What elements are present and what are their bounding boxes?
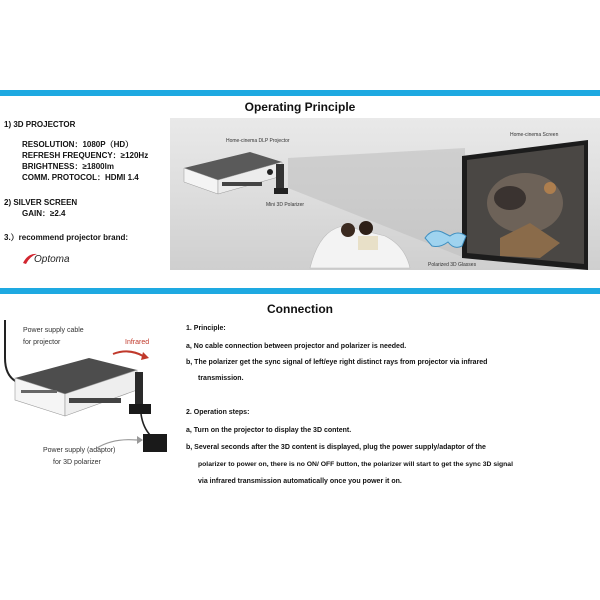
spec-resolution: RESOLUTION：1080P（HD） (22, 140, 134, 149)
power-cable-label-1: Power supply cable (23, 327, 84, 334)
spec-gain: GAIN：≥2.4 (22, 209, 66, 218)
item-brand-title: 3.）recommend projector brand: (4, 233, 129, 242)
polarizer-caption: Mini 3D Polarizer (266, 202, 305, 208)
steps-title: 2. Operation steps: (186, 409, 250, 416)
principle-b-line1: b, The polarizer get the sync signal of left/eye right distinct rays from projector via infrared (186, 359, 488, 366)
mini-polarizer-icon (274, 164, 288, 194)
glasses-caption: Polarized 3D Glasses (428, 262, 477, 268)
adaptor-label-2: for 3D polarizer (53, 459, 101, 466)
power-cable-label-2: for projector (23, 339, 61, 346)
operating-principle-title: Operating Principle (244, 100, 356, 114)
item-3d-projector-title: 1) 3D PROJECTOR (4, 120, 76, 129)
spec-brightness: BRIGHTNESS：≥1800lm (22, 162, 114, 171)
item-silver-screen-title: 2) SILVER SCREEN (4, 198, 78, 207)
brand-name: Optoma (34, 254, 70, 265)
spec-refresh: REFRESH FREQUENCY：≥120Hz (22, 151, 149, 160)
connection-projector-icon (15, 358, 137, 416)
step-b-line2: polarizer to power on, there is no ON/ OFF button, the polarizer will start to get the sync 3D signal (198, 461, 513, 468)
projector-caption: Home-cinema DLP Projector (226, 138, 290, 144)
infrared-arrow-icon (113, 351, 143, 356)
middle-accent-bar (0, 288, 600, 294)
principle-b-line2: transmission. (198, 375, 244, 382)
infrared-label: Infrared (125, 339, 150, 346)
step-b-line1: b, Several seconds after the 3D content is displayed, plug the power supply/adaptor of the (186, 444, 486, 451)
connection-illustration (3, 318, 183, 488)
connection-title: Connection (267, 302, 333, 316)
projector-icon (184, 152, 282, 194)
adaptor-label-1: Power supply (adaptor) (43, 447, 116, 454)
step-b-line3: via infrared transmission automatically once you power it on. (198, 478, 402, 485)
operating-principle-scene (170, 118, 600, 270)
top-accent-bar (0, 90, 600, 96)
power-adaptor-icon (143, 434, 167, 452)
projector-specs (22, 139, 148, 183)
screen-caption: Home-cinema Screen (510, 132, 559, 138)
principle-title: 1. Principle: (186, 325, 226, 332)
spec-protocol: COMM. PROTOCOL：HDMI 1.4 (22, 173, 139, 182)
optoma-logo (22, 250, 92, 270)
cinema-screen-icon (462, 140, 588, 270)
principle-a: a, No cable connection between projector and polarizer is needed. (186, 343, 407, 350)
step-a: a, Turn on the projector to display the 3D content. (186, 427, 352, 434)
